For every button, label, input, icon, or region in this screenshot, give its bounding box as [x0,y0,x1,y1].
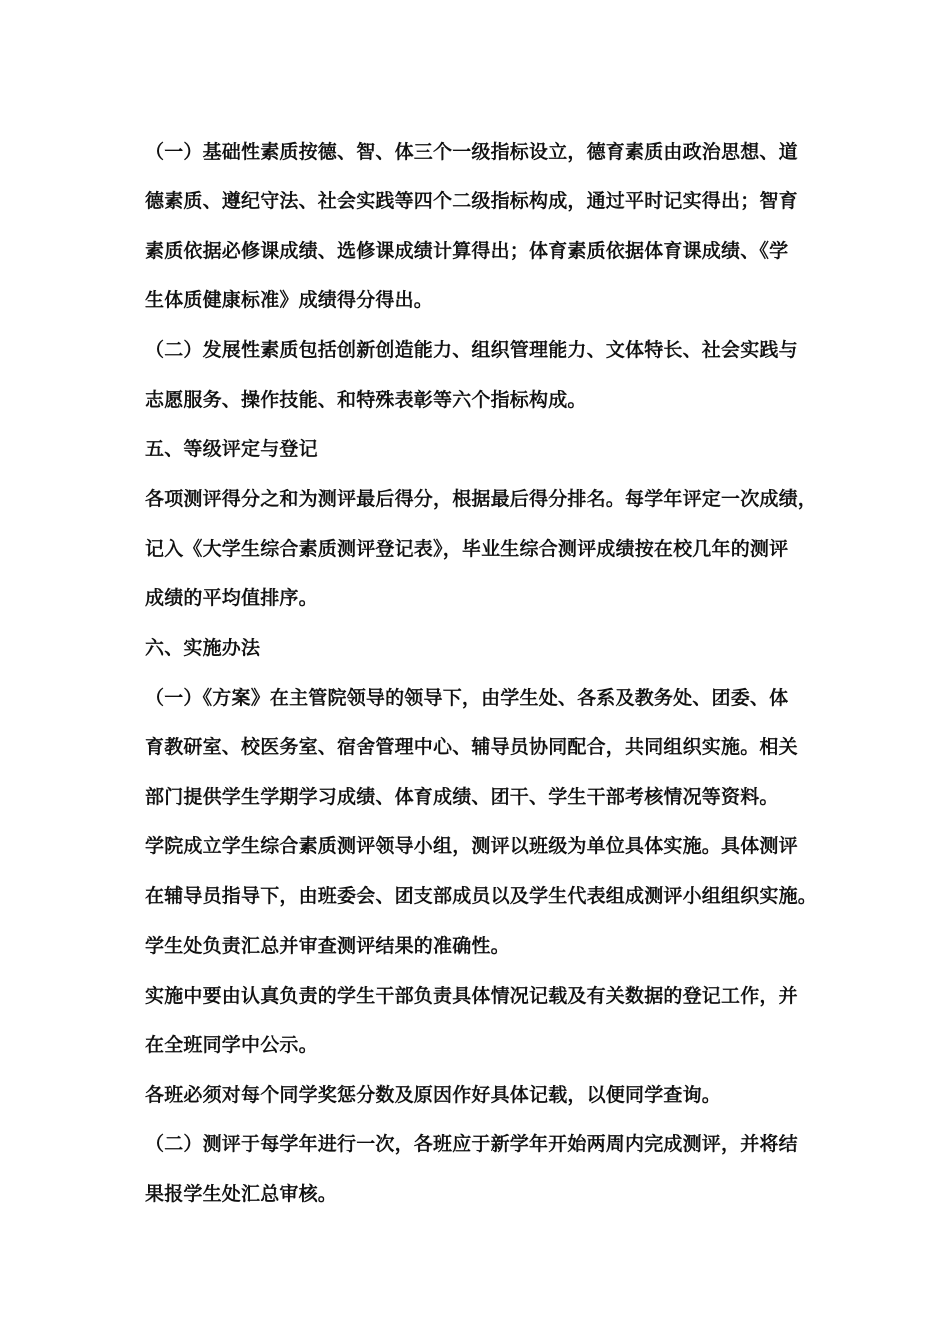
paragraph-line: （二）测评于每学年进行一次，各班应于新学年开始两周内完成测评，并将结 [145,1133,798,1155]
paragraph-line: 记入《大学生综合素质测评登记表》，毕业生综合测评成绩按在校几年的测评 [145,538,789,560]
paragraph-line: （一）《方案》在主管院领导的领导下，由学生处、各系及教务处、团委、体 [145,687,789,709]
paragraph-line: （一）基础性素质按德、智、体三个一级指标设立，德育素质由政治思想、道 [145,141,798,163]
paragraph-line: 志愿服务、操作技能、和特殊表彰等六个指标构成。 [145,389,587,411]
paragraph-line: 育教研室、校医务室、宿舍管理中心、辅导员协同配合，共同组织实施。相关 [145,736,798,758]
section-heading: 五、等级评定与登记 [145,438,318,460]
paragraph-line: 部门提供学生学期学习成绩、体育成绩、团干、学生干部考核情况等资料。 [145,786,779,808]
paragraph-line: 学生处负责汇总并审查测评结果的准确性。 [145,935,510,957]
paragraph-line: 在辅导员指导下，由班委会、团支部成员以及学生代表组成测评小组组织实施。 [145,885,818,907]
paragraph-line: 实施中要由认真负责的学生干部负责具体情况记载及有关数据的登记工作，并 [145,985,798,1007]
paragraph-line: （二）发展性素质包括创新创造能力、组织管理能力、文体特长、社会实践与 [145,339,798,361]
paragraph-line: 生体质健康标准》成绩得分得出。 [145,289,434,311]
paragraph-line: 各项测评得分之和为测评最后得分，根据最后得分排名。每学年评定一次成绩， [145,488,818,510]
section-heading: 六、实施办法 [145,637,261,659]
paragraph-line: 果报学生处汇总审核。 [145,1183,338,1205]
paragraph-line: 各班必须对每个同学奖惩分数及原因作好具体记载，以便同学查询。 [145,1084,722,1106]
paragraph-line: 学院成立学生综合素质测评领导小组，测评以班级为单位具体实施。具体测评 [145,835,798,857]
paragraph-line: 德素质、遵纪守法、社会实践等四个二级指标构成，通过平时记实得出；智育 [145,190,798,212]
paragraph-line: 在全班同学中公示。 [145,1034,318,1056]
paragraph-line: 素质依据必修课成绩、选修课成绩计算得出；体育素质依据体育课成绩、《学 [145,240,789,262]
paragraph-line: 成绩的平均值排序。 [145,587,318,609]
